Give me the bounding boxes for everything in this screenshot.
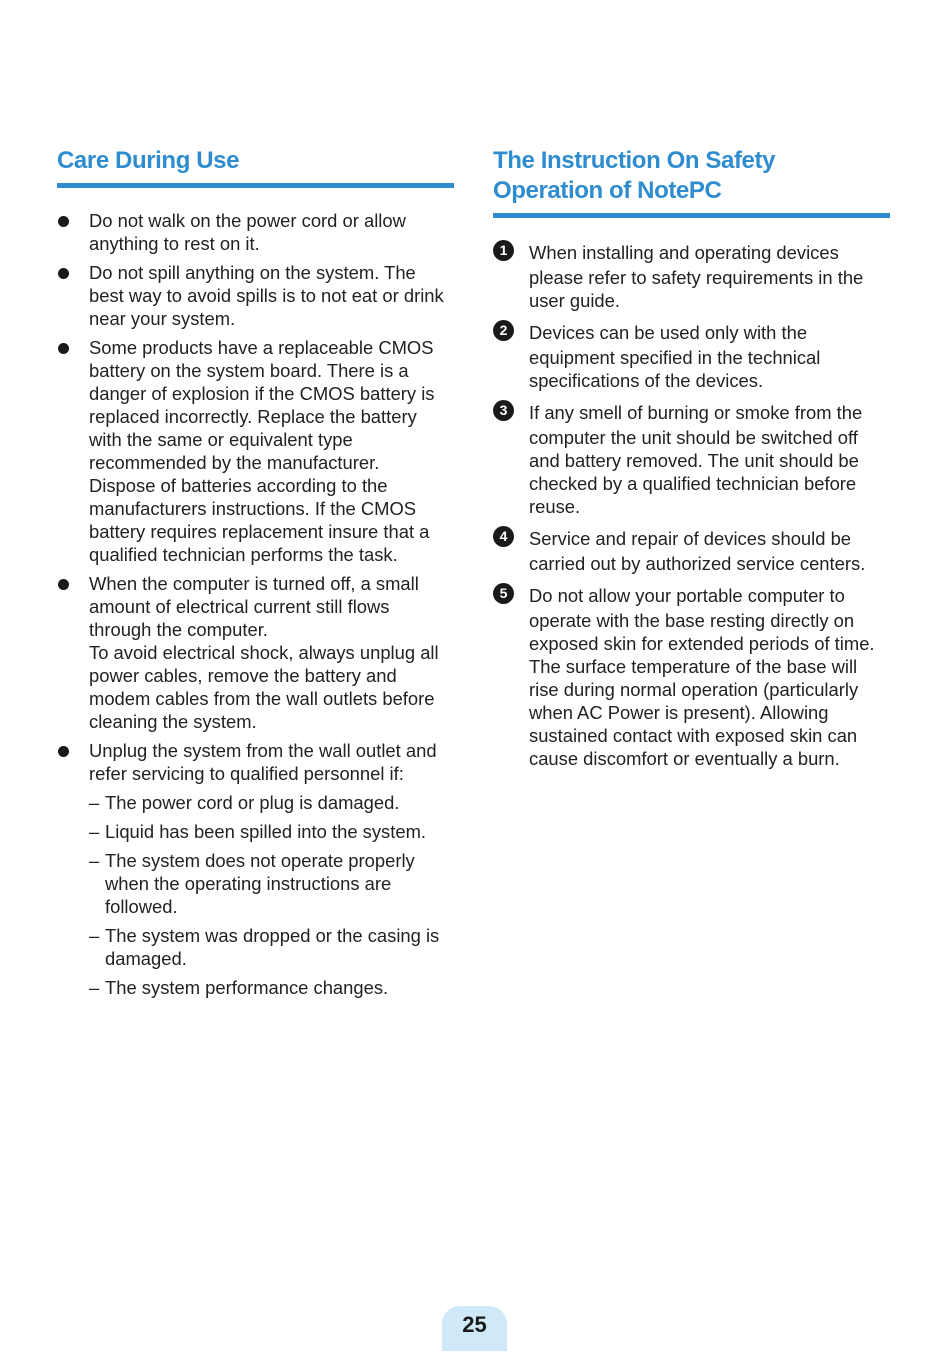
sub-list-item-text: The system performance changes. xyxy=(105,977,389,998)
section-title-care-during-use: Care During Use xyxy=(57,147,240,174)
step-number-badge: 5 xyxy=(493,583,514,604)
sub-list-item xyxy=(89,791,454,814)
servicing-conditions-list xyxy=(89,791,454,999)
step-text-first-line: Do not allow your portable computer to xyxy=(529,585,845,606)
step-text: operate with the base resting directly on exposed skin for extended periods of time. The surface temperature of the base will rise during normal operation (particularly when AC Power is present). Allowing sustained contact with exposed skin can cause discomfort or eventually a burn. xyxy=(529,610,875,769)
bullet-dot-icon xyxy=(58,216,69,227)
list-item-text-continued: To avoid electrical shock, always unplug all power cables, remove the battery and modem cables from the wall outlets before cleaning the system. xyxy=(89,642,439,732)
numbered-step xyxy=(493,240,890,312)
dash-marker: – xyxy=(89,925,100,946)
step-text-first-line: If any smell of burning or smoke from the xyxy=(529,402,863,423)
step-text: please refer to safety requirements in the user guide. xyxy=(529,267,864,311)
sub-list-item xyxy=(89,849,454,918)
sub-list-item-text: The power cord or plug is damaged. xyxy=(105,792,400,813)
sub-list-item xyxy=(89,976,454,999)
step-text-first-line: When installing and operating devices xyxy=(529,242,839,263)
numbered-step xyxy=(493,400,890,518)
list-item xyxy=(57,336,454,566)
list-item-text: Some products have a replaceable CMOS battery on the system board. There is a danger of explosion if the CMOS battery is replaced incorrectly. Replace the battery with the same or equivalent type recommended by the manufacturer. xyxy=(89,337,435,473)
care-during-use-section xyxy=(57,146,454,1005)
safety-steps-list xyxy=(493,240,890,770)
numbered-step xyxy=(493,320,890,392)
step-text: computer the unit should be switched off and battery removed. The unit should be checked by a qualified technician before reuse. xyxy=(529,427,859,517)
dash-marker: – xyxy=(89,792,100,813)
list-item-text: Do not walk on the power cord or allow anything to rest on it. xyxy=(89,210,406,254)
sub-list-item-text: The system was dropped or the casing is damaged. xyxy=(105,925,440,969)
dash-marker: – xyxy=(89,977,100,998)
list-item-text: Unplug the system from the wall outlet and refer servicing to qualified personnel if: xyxy=(89,740,437,784)
bullet-dot-icon xyxy=(58,579,69,590)
sub-list-item-text: Liquid has been spilled into the system. xyxy=(105,821,427,842)
page-number-tab xyxy=(442,1306,507,1351)
dash-marker: – xyxy=(89,850,100,871)
page-number: 25 xyxy=(462,1312,487,1337)
title-divider xyxy=(57,183,454,188)
care-bullet-list xyxy=(57,209,454,999)
sub-list-item-text: The system does not operate properly when the operating instructions are followed. xyxy=(105,850,415,917)
section-title-safety-operation: The Instruction On Safety Operation of NotePC xyxy=(493,147,776,204)
sub-list-item xyxy=(89,820,454,843)
bullet-dot-icon xyxy=(58,268,69,279)
step-text: carried out by authorized service centers. xyxy=(529,553,866,574)
step-number-badge: 3 xyxy=(493,400,514,421)
numbered-step xyxy=(493,583,890,770)
list-item-text-continued: Dispose of batteries according to the manufacturers instructions. If the CMOS battery requires replacement insure that a qualified technician performs the task. xyxy=(89,475,430,565)
list-item xyxy=(57,209,454,255)
step-number-badge: 1 xyxy=(493,240,514,261)
title-divider xyxy=(493,213,890,218)
step-text-first-line: Devices can be used only with the xyxy=(529,322,808,343)
bullet-dot-icon xyxy=(58,343,69,354)
step-text-first-line: Service and repair of devices should be xyxy=(529,528,852,549)
step-number-badge: 4 xyxy=(493,526,514,547)
step-text: equipment specified in the technical specifications of the devices. xyxy=(529,347,821,391)
list-item-text: Do not spill anything on the system. The best way to avoid spills is to not eat or drink near your system. xyxy=(89,262,444,329)
list-item-text: When the computer is turned off, a small amount of electrical current still flows through the computer. xyxy=(89,573,419,640)
dash-marker: – xyxy=(89,821,100,842)
list-item xyxy=(57,261,454,330)
sub-list-item xyxy=(89,924,454,970)
safety-operation-section xyxy=(493,146,890,778)
list-item xyxy=(57,572,454,733)
numbered-step xyxy=(493,526,890,575)
step-number-badge: 2 xyxy=(493,320,514,341)
bullet-dot-icon xyxy=(58,746,69,757)
list-item xyxy=(57,739,454,999)
